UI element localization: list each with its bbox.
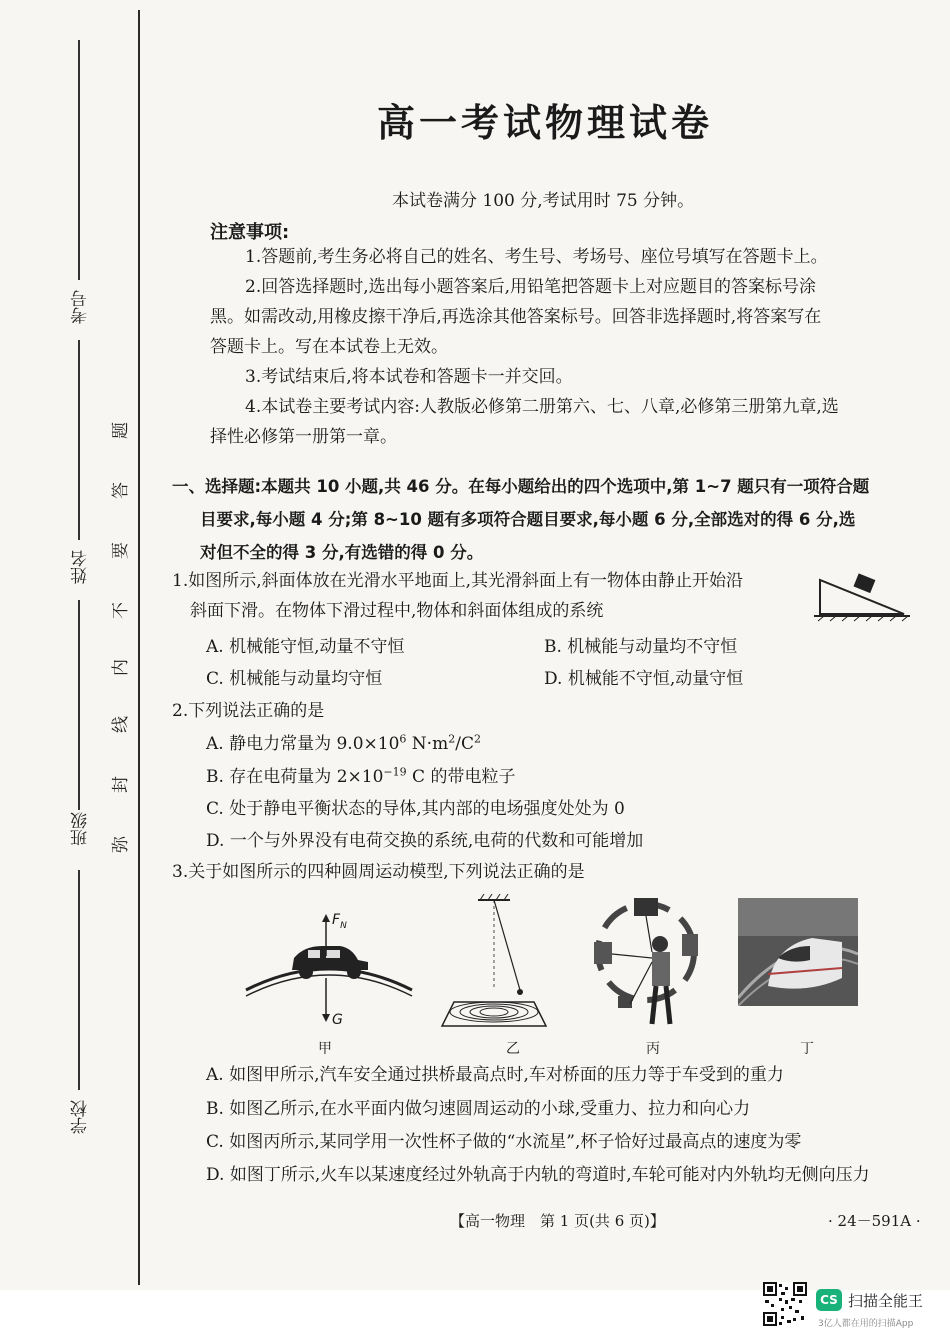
seal-char: 内 — [111, 659, 131, 676]
class-label: 班级 — [71, 812, 91, 846]
seal-char: 要 — [111, 542, 131, 559]
seal-char: 弥 — [111, 836, 131, 853]
scanner-app-name: 扫描全能王 — [848, 1292, 924, 1310]
notice-item-cont: 择性必修第一册第一章。 — [210, 427, 397, 447]
question-line: 斜面下滑。在物体下滑过程中,物体和斜面体组成的系统 — [190, 601, 604, 621]
q2-b-unit: C 的带电粒子 — [406, 767, 516, 787]
q2-b-exp: −19 — [383, 765, 407, 779]
notice-item: 4.本试卷主要考试内容:人教版必修第二册第六、七、八章,必修第三册第九章,选 — [245, 397, 839, 417]
seal-char: 封 — [111, 776, 131, 793]
section-line: 一、选择题:本题共 10 小题,共 46 分。在每小题给出的四个选项中,第 1~7 题只有一项符合题 — [172, 477, 870, 496]
notice-item: 3.考试结束后,将本试卷和答题卡一并交回。 — [245, 367, 573, 387]
figure-water-meteor — [590, 892, 700, 1032]
q2-a-text: A. 静电力常量为 9.0×10 — [206, 734, 400, 754]
q1-option-c: C. 机械能与动量均守恒 — [206, 669, 383, 689]
force-fn-label — [332, 912, 347, 931]
school-label: 学校 — [71, 1100, 91, 1134]
figure-label-d: 丁 — [800, 1041, 814, 1057]
name-underline — [78, 340, 80, 540]
q3-option-a: A. 如图甲所示,汽车安全通过拱桥最高点时,车对桥面的压力等于车受到的重力 — [206, 1065, 784, 1085]
q2-option-a — [206, 729, 481, 754]
scanner-tagline: 3亿人都在用的扫描App — [818, 1319, 914, 1329]
q2-option-b — [206, 762, 515, 787]
class-underline — [78, 600, 80, 810]
q1-option-d: D. 机械能不守恒,动量守恒 — [544, 669, 744, 689]
figure-label-a: 甲 — [318, 1041, 332, 1057]
exam-no-label: 考号 — [71, 290, 91, 324]
notice-item: 2.回答选择题时,选出每小题答案后,用铅笔把答题卡上对应题目的答案标号涂 — [245, 277, 817, 297]
figure-car-bridge — [244, 908, 414, 1033]
q2-b-text: B. 存在电荷量为 2×10 — [206, 767, 384, 787]
qr-code-icon — [763, 1282, 807, 1326]
notice-item-cont: 答题卡上。写在本试卷上无效。 — [210, 337, 448, 357]
fold-line — [138, 10, 140, 1285]
q2-a-unit2: /C — [455, 734, 474, 754]
exam-subtitle: 本试卷满分 100 分,考试用时 75 分钟。 — [392, 191, 695, 211]
question-1-stem — [172, 566, 743, 626]
seal-char: 答 — [111, 482, 131, 499]
notice-item-cont: 黑。如需改动,用橡皮擦干净后,再选涂其他答案标号。回答非选择题时,将答案写在 — [210, 307, 822, 327]
figure-train-curve — [738, 898, 858, 1006]
notice-list — [210, 242, 900, 452]
figure-label-b: 乙 — [506, 1041, 520, 1057]
fn-subscript: N — [340, 920, 347, 931]
exam-code: · 24－591A · — [828, 1212, 921, 1230]
q2-a-exp: 6 — [399, 732, 407, 746]
q1-option-b: B. 机械能与动量均不守恒 — [544, 637, 738, 657]
section-line: 目要求,每小题 4 分;第 8~10 题有多项符合题目要求,每小题 6 分,全部选对的得 6 分,选 — [200, 510, 856, 529]
scanner-watermark — [0, 1292, 950, 1344]
notice-heading: 注意事项: — [210, 222, 290, 243]
seal-char: 线 — [111, 716, 131, 733]
figure-label-c: 丙 — [646, 1041, 660, 1057]
force-g-label: G — [332, 1012, 343, 1028]
fn-letter: F — [332, 912, 341, 928]
figure-conical-pendulum — [434, 894, 554, 1034]
q1-option-a: A. 机械能守恒,动量不守恒 — [206, 637, 405, 657]
binding-margin — [0, 0, 138, 1290]
exam-no-underline — [78, 40, 80, 280]
question-3-stem: 3.关于如图所示的四种圆周运动模型,下列说法正确的是 — [172, 862, 585, 882]
seal-char: 题 — [111, 422, 131, 439]
q2-option-d: D. 一个与外界没有电荷交换的系统,电荷的代数和可能增加 — [206, 831, 644, 851]
q3-option-d: D. 如图丁所示,火车以某速度经过外轨高于内轨的弯道时,车轮可能对内外轨均无侧向压力 — [206, 1165, 870, 1185]
q2-option-c: C. 处于静电平衡状态的导体,其内部的电场强度处处为 0 — [206, 799, 625, 819]
q2-a-exp2: 2 — [448, 732, 456, 746]
name-label: 姓名 — [71, 550, 91, 584]
section-heading — [172, 470, 937, 569]
q3-option-c: C. 如图丙所示,某同学用一次性杯子做的“水流星”,杯子恰好过最高点的速度为零 — [206, 1132, 802, 1152]
q2-a-unit: N·m — [406, 734, 449, 754]
q3-option-b: B. 如图乙所示,在水平面内做匀速圆周运动的小球,受重力、拉力和向心力 — [206, 1099, 751, 1119]
question-line: 1.如图所示,斜面体放在光滑水平地面上,其光滑斜面上有一物体由静止开始沿 — [172, 571, 744, 591]
q2-a-exp3: 2 — [473, 732, 481, 746]
school-underline — [78, 870, 80, 1090]
question-2-stem: 2.下列说法正确的是 — [172, 701, 325, 721]
page-footer: 【高一物理 第 1 页(共 6 页)】 — [450, 1212, 665, 1230]
scanner-logo-icon: CS — [816, 1289, 842, 1311]
exam-title: 高一考试物理试卷 — [376, 101, 713, 145]
notice-item: 1.答题前,考生务必将自己的姓名、考生号、考场号、座位号填写在答题卡上。 — [245, 247, 828, 267]
section-line: 对但不全的得 3 分,有选错的得 0 分。 — [200, 543, 484, 562]
incline-figure — [812, 566, 912, 624]
seal-char: 不 — [111, 602, 131, 619]
